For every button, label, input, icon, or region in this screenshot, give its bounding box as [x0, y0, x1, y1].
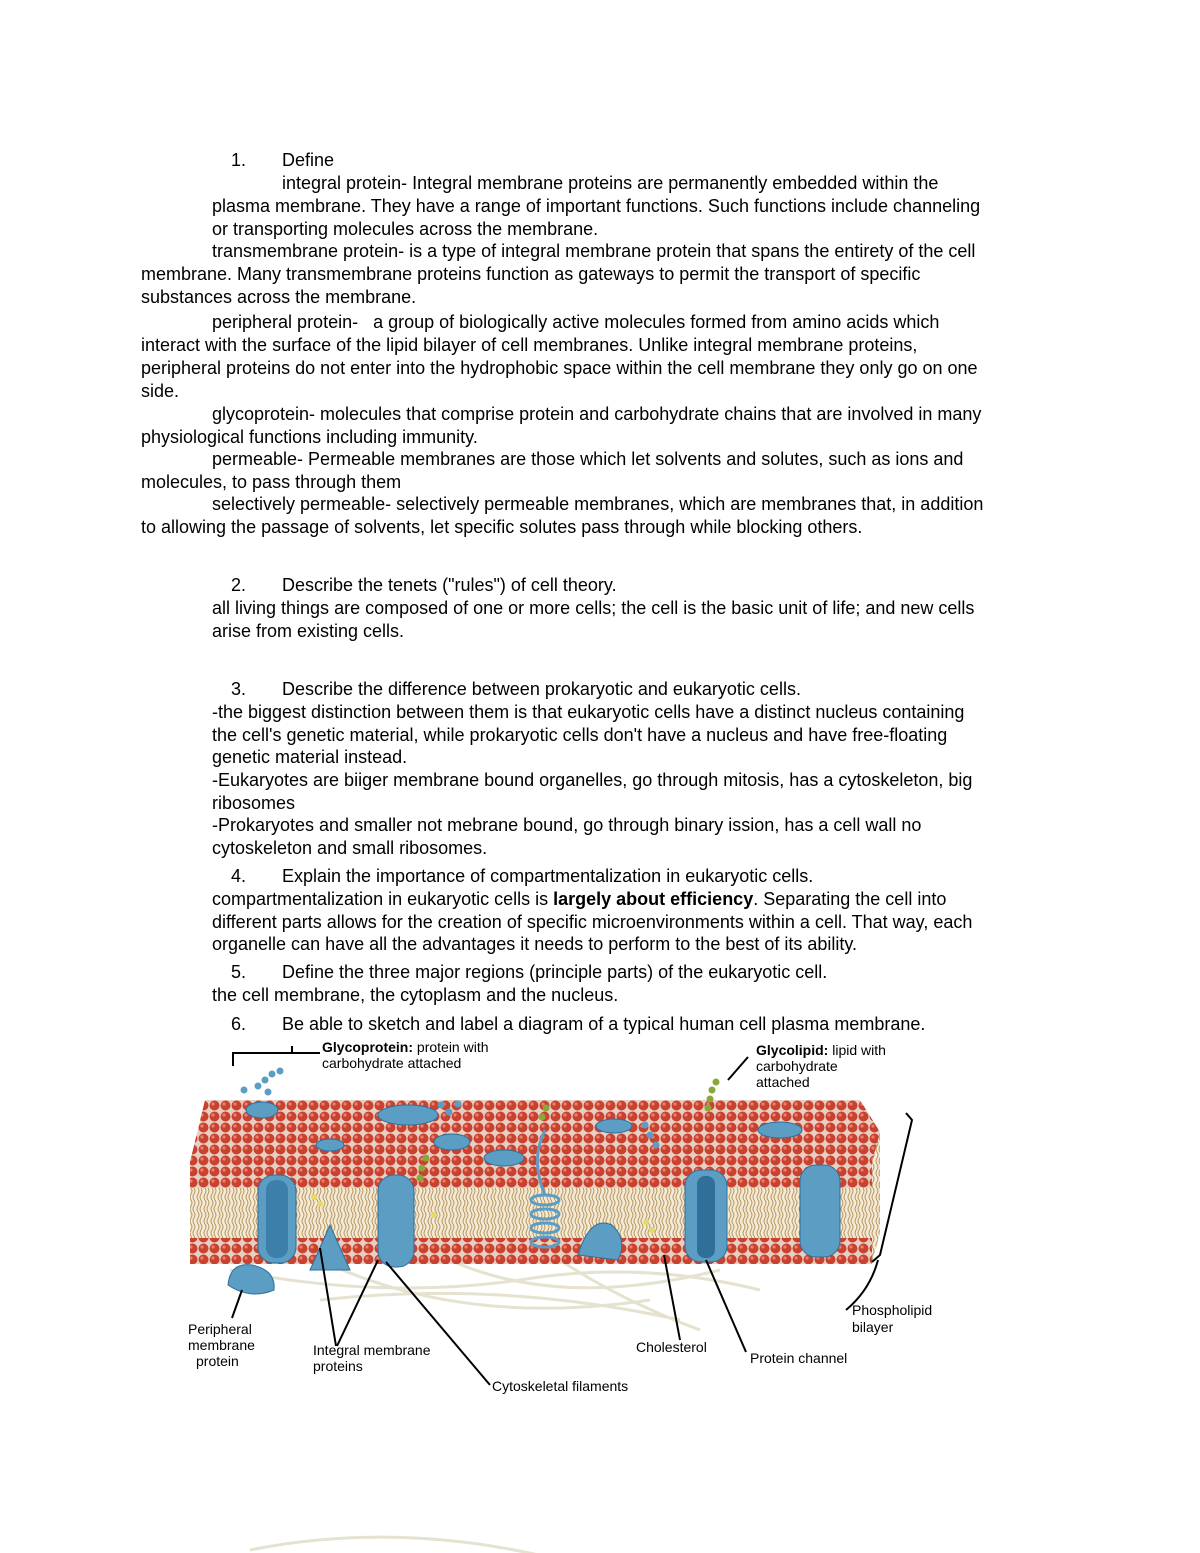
q4-line: organelle can have all the advantages it needs to perform to the best of its ability.: [212, 934, 858, 954]
q1-line: to allowing the passage of solvents, let specific solutes pass through while blocking others.: [141, 517, 863, 537]
q1-line: transmembrane protein- is a type of integral membrane protein that spans the entirety of the cell: [212, 241, 976, 261]
integral-label-line2: proteins: [313, 1358, 363, 1374]
q3-line: the cell's genetic material, while prokaryotic cells don't have a nucleus and have free-floating: [212, 725, 948, 745]
q4-heading: Explain the importance of compartmentalization in eukaryotic cells.: [282, 866, 814, 886]
glycolipid-label-rest: lipid with: [828, 1042, 886, 1058]
cytoskeletal-filaments: [230, 1250, 760, 1553]
peripheral-label-line1: Peripheral: [188, 1321, 252, 1337]
q3-heading: Describe the difference between prokaryotic and eukaryotic cells.: [282, 679, 801, 699]
glycolipid-label-bold: Glycolipid:: [756, 1042, 829, 1058]
q1-line: substances across the membrane.: [141, 287, 417, 307]
q4-line: different parts allows for the creation of specific microenvironments within a cell. That way, each: [212, 912, 973, 932]
q2-line: all living things are composed of one or more cells; the cell is the basic unit of life; and new cells: [212, 598, 975, 618]
q3-line: ribosomes: [212, 793, 296, 813]
q1-line: peripheral proteins do not enter into the hydrophobic space within the cell membrane they only go on one: [141, 358, 978, 378]
cholesterol-label: Cholesterol: [636, 1339, 707, 1355]
q1-line: membrane. Many transmembrane proteins function as gateways to permit the transport of specific: [141, 264, 921, 284]
peripheral-label-line2: membrane: [188, 1337, 255, 1353]
q1-line: selectively permeable- selectively permeable membranes, which are membranes that, in addition: [212, 494, 984, 514]
q1-line: permeable- Permeable membranes are those which let solvents and solutes, such as ions and: [212, 449, 964, 469]
q1-line: side.: [141, 381, 180, 401]
q2-line: arise from existing cells.: [212, 621, 405, 641]
q4-text: compartmentalization in eukaryotic cells is: [212, 889, 554, 909]
protein-channel: [685, 1170, 727, 1262]
q1-line: molecules, to pass through them: [141, 472, 402, 492]
q6-number: 6.: [231, 1014, 247, 1034]
q2-number: 2.: [231, 575, 247, 595]
q1-number: 1.: [231, 150, 247, 170]
glycolipid-label-line2: carbohydrate: [756, 1058, 838, 1074]
q1-line: interact with the surface of the lipid bilayer of cell membranes. Unlike integral membrane proteins,: [141, 335, 918, 355]
q4-text: . Separating the cell into: [753, 889, 947, 909]
q3-line: -Eukaryotes are biiger membrane bound organelles, go through mitosis, has a cytoskeleton, big: [212, 770, 973, 790]
q3-line: -Prokaryotes and smaller not mebrane bound, go through binary ission, has a cell wall no: [212, 815, 922, 835]
q1-line: integral protein- Integral membrane proteins are permanently embedded within the: [282, 173, 939, 193]
q5-heading: Define the three major regions (principle parts) of the eukaryotic cell.: [282, 962, 828, 982]
glycoprotein-label: [322, 1039, 489, 1055]
q3-line: -the biggest distinction between them is that eukaryotic cells have a distinct nucleus containing: [212, 702, 965, 722]
q2-heading: Describe the tenets ("rules") of cell theory.: [282, 575, 617, 595]
integral-membrane-protein: [378, 1175, 414, 1267]
integral-membrane-protein: [258, 1175, 296, 1263]
glycoprotein-label-line2: carbohydrate attached: [322, 1055, 462, 1071]
peripheral-protein: [228, 1265, 274, 1294]
integral-label-line1: Integral membrane: [313, 1342, 431, 1358]
q1-line: physiological functions including immunity.: [141, 427, 478, 447]
cytoskeletal-label: Cytoskeletal filaments: [492, 1378, 629, 1394]
glycoprotein-bracket: [233, 1046, 320, 1066]
phospholipid-label-line2: bilayer: [852, 1319, 894, 1335]
integral-membrane-protein: [800, 1165, 840, 1257]
q6-heading: Be able to sketch and label a diagram of a typical human cell plasma membrane.: [282, 1014, 926, 1034]
phospholipid-label-line1: Phospholipid: [852, 1302, 933, 1318]
protein-channel-label: Protein channel: [750, 1350, 848, 1366]
peripheral-label-line3: protein: [196, 1353, 239, 1369]
q1-line: peripheral protein- a group of biologically active molecules formed from amino acids which: [212, 312, 940, 332]
q5-number: 5.: [231, 962, 247, 982]
q3-number: 3.: [231, 679, 247, 699]
q4-bold-phrase: largely about efficiency: [553, 889, 754, 909]
q1-line: plasma membrane. They have a range of important functions. Such functions include channeling: [212, 196, 981, 216]
q4-number: 4.: [231, 866, 247, 886]
q5-line: the cell membrane, the cytoplasm and the nucleus.: [212, 985, 619, 1005]
glycoprotein-label-rest: protein with: [413, 1039, 489, 1055]
q1-heading: Define: [282, 150, 335, 170]
q1-line: glycoprotein- molecules that comprise protein and carbohydrate chains that are involved in many: [212, 404, 982, 424]
glycolipid-label: [756, 1042, 886, 1058]
q3-line: genetic material instead.: [212, 747, 408, 767]
glycolipid-label-line3: attached: [756, 1074, 810, 1090]
glycoprotein-label-bold: Glycoprotein:: [322, 1039, 414, 1055]
q3-line: cytoskeleton and small ribosomes.: [212, 838, 488, 858]
q1-line: or transporting molecules across the membrane.: [212, 219, 599, 239]
